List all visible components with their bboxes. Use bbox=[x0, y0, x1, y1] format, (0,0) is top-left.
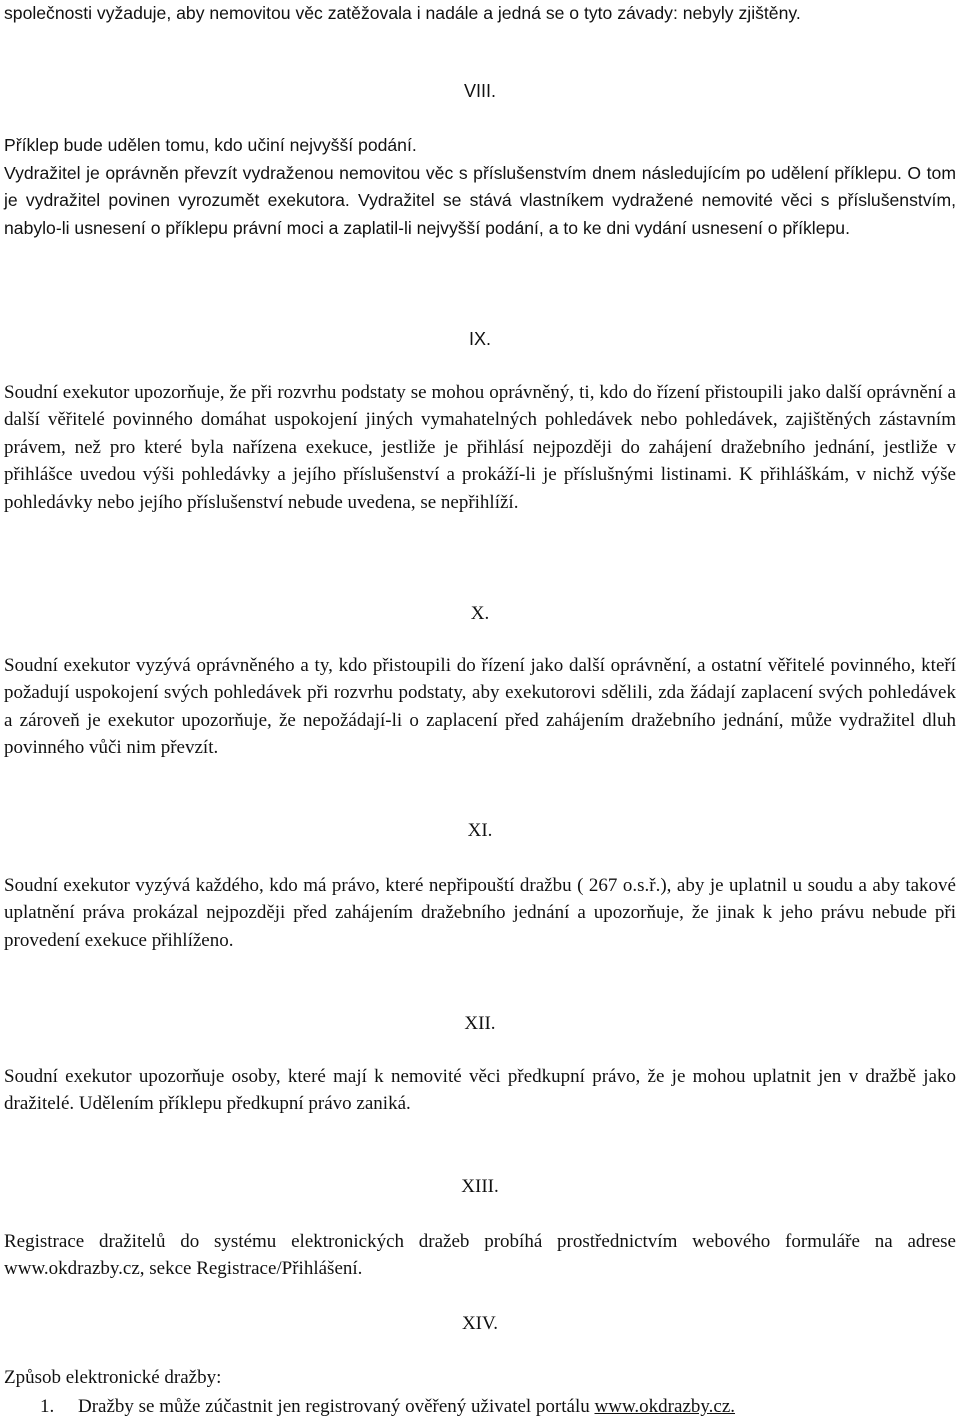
portal-link[interactable]: www.okdrazby.cz. bbox=[594, 1396, 736, 1417]
section-xi-paragraph-1: Soudní exekutor vyzývá každého, kdo má právo, které nepřipouští dražbu ( 267 o.s.ř.), aby je uplatnil u soudu a aby takové uplatnění práva prokázal nejpozději před zahájením dražebního jednání a upozorňuje, že jinak k jeho právu nebude při provedení exekuce přihlíženo. bbox=[4, 875, 956, 951]
section-heading-xiv: XIV. bbox=[461, 1313, 499, 1334]
section-heading-viii: VIII. bbox=[463, 81, 496, 101]
section-xii-paragraph-1: Soudní exekutor upozorňuje osoby, které mají k nemovité věci předkupní právo, že je mohou uplatnit jen v dražbě jako dražitelé. Udělením příklepu předkupní právo zaniká. bbox=[4, 1066, 956, 1115]
list-item-text: Dražby se může zúčastnit jen registrovaný ověřený uživatel portálu bbox=[78, 1396, 595, 1417]
section-heading-ix: IX. bbox=[468, 329, 491, 349]
section-heading-x: X. bbox=[470, 603, 490, 624]
section-x-paragraph-1: Soudní exekutor vyzývá oprávněného a ty, kdo přistoupili do řízení jako další oprávnění, a ostatní věřitelé povinného, kteří požadují uspokojení svých pohledávek při rozvrhu podstaty, aby exekutorovi sdělili, zda žádají zaplacení svých pohledávek a zároveň je exekutor upozorňuje, že nepožádají-li o zaplacení před zahájením dražebního jednání, může vydražitel dluh povinného vůči nim převzít. bbox=[4, 655, 956, 759]
section-heading-xi: XI. bbox=[467, 820, 493, 841]
section-heading-xiii: XIII. bbox=[461, 1176, 499, 1197]
section-xiv-label: Způsob elektronické dražby: bbox=[4, 1367, 222, 1388]
section-heading-xii: XII. bbox=[464, 1013, 496, 1034]
list-item bbox=[40, 1393, 940, 1420]
section-ix-paragraph-1: Soudní exekutor upozorňuje, že při rozvrhu podstaty se mohou oprávněný, ti, kdo do řízení přistoupili jako další oprávnění a další věřitelé povinného domáhat uspokojení jiných vymahatelných pohledávek nebo pohledávek, zajištěných zástavním právem, než pro které byla nařízena exekuce, jestliže je přihlásí nejpozději do zahájení dražebního jednání, jestliže v přihlášce uvedou výši pohledávky a jejího příslušenství a prokáží-li je příslušnými listinami. K přihláškám, v nichž výše pohledávky nebo jejího příslušenství nebude uvedena, se nepřihlíží. bbox=[4, 382, 956, 513]
intro-paragraph: společnosti vyžaduje, aby nemovitou věc zatěžovala i nadále a jedná se o tyto závady: nebyly zjištěny. bbox=[4, 3, 801, 23]
list-item-number: 1. bbox=[40, 1396, 55, 1417]
section-viii-paragraph-1: Příklep bude udělen tomu, kdo učiní nejvyšší podání. bbox=[4, 135, 417, 155]
section-xiii-paragraph-1: Registrace dražitelů do systému elektronických dražeb probíhá prostřednictvím webového formuláře na adrese www.okdrazby.cz, sekce Registrace/Přihlášení. bbox=[4, 1231, 956, 1280]
section-viii-paragraph-2: Vydražitel je oprávněn převzít vydraženou nemovitou věc s příslušenstvím dnem následujícím po udělení příklepu. O tom je vydražitel povinen vyrozumět exekutora. Vydražitel se stává vlastníkem vydražené nemovité věci s příslušenstvím, nabylo-li usnesení o příklepu právní moci a zaplatil-li nejvyšší podání, a to ke dni vydání usnesení o příklepu. bbox=[4, 163, 956, 238]
